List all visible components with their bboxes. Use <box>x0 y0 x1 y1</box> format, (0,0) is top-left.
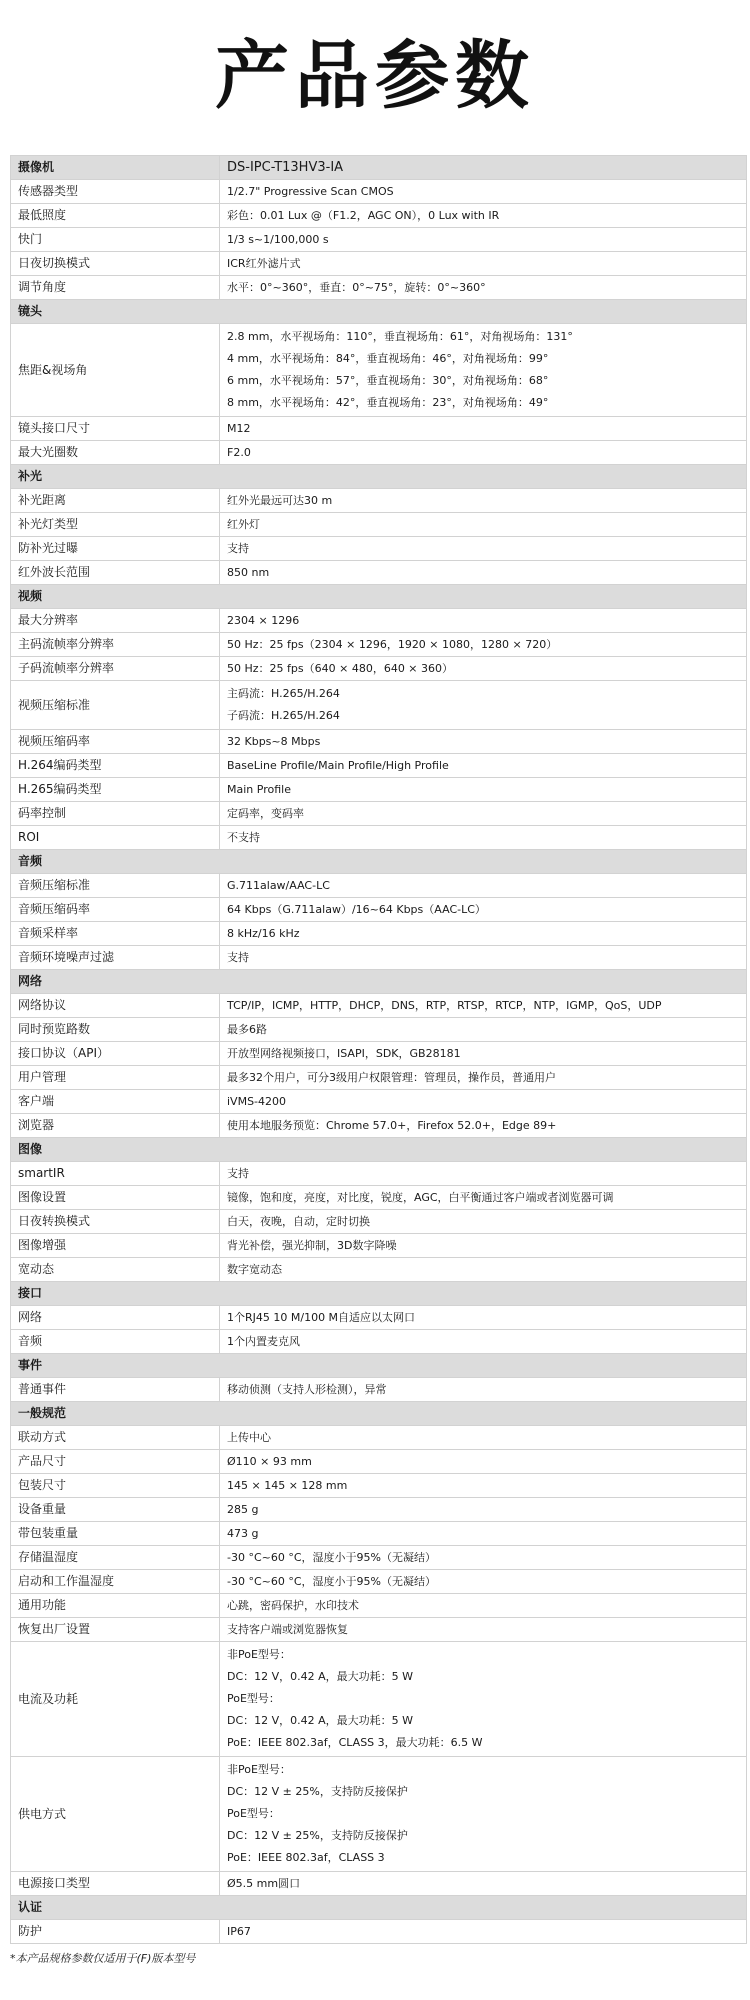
section-title: 认证 <box>11 1896 747 1920</box>
row-label: 补光灯类型 <box>11 513 220 537</box>
table-row <box>11 180 747 204</box>
row-label: 产品尺寸 <box>11 1450 220 1474</box>
row-label: 防护 <box>11 1920 220 1944</box>
table-row <box>11 1162 747 1186</box>
row-value <box>220 1757 747 1872</box>
section-title: 事件 <box>11 1354 747 1378</box>
section-title: 一般规范 <box>11 1402 747 1426</box>
row-label: 接口协议（API） <box>11 1042 220 1066</box>
row-value-line: DC：12 V，0.42 A，最大功耗：5 W <box>227 1670 414 1683</box>
header-model: DS-IPC-T13HV3-IA <box>220 156 747 180</box>
row-label: H.264编码类型 <box>11 754 220 778</box>
row-label: 音频环境噪声过滤 <box>11 946 220 970</box>
table-row <box>11 1018 747 1042</box>
row-label: 带包装重量 <box>11 1522 220 1546</box>
row-value-line: 4 mm，水平视场角：84°，垂直视场角：46°，对角视场角：99° <box>227 352 549 365</box>
section-header <box>11 585 747 609</box>
section-title: 视频 <box>11 585 747 609</box>
row-value <box>220 681 747 730</box>
row-value: 145 × 145 × 128 mm <box>220 1474 747 1498</box>
row-label: 调节角度 <box>11 276 220 300</box>
table-row <box>11 228 747 252</box>
row-value: 不支持 <box>220 826 747 850</box>
row-label: H.265编码类型 <box>11 778 220 802</box>
section-header <box>11 850 747 874</box>
row-label: 供电方式 <box>11 1757 220 1872</box>
row-value-line: DC：12 V，0.42 A，最大功耗：5 W <box>227 1714 414 1727</box>
row-value: BaseLine Profile/Main Profile/High Profile <box>220 754 747 778</box>
row-value: F2.0 <box>220 441 747 465</box>
table-row <box>11 1066 747 1090</box>
row-value: Ø5.5 mm圆口 <box>220 1872 747 1896</box>
row-label: 图像增强 <box>11 1234 220 1258</box>
row-value: 开放型网络视频接口，ISAPI，SDK，GB28181 <box>220 1042 747 1066</box>
row-value: 数字宽动态 <box>220 1258 747 1282</box>
row-label: 启动和工作温湿度 <box>11 1570 220 1594</box>
table-row <box>11 826 747 850</box>
row-label: 用户管理 <box>11 1066 220 1090</box>
table-row <box>11 681 747 730</box>
table-row <box>11 754 747 778</box>
row-value: 850 nm <box>220 561 747 585</box>
row-value: 285 g <box>220 1498 747 1522</box>
table-row <box>11 1306 747 1330</box>
row-value: iVMS-4200 <box>220 1090 747 1114</box>
row-value: 50 Hz：25 fps（640 × 480，640 × 360） <box>220 657 747 681</box>
row-value: 1个RJ45 10 M/100 M自适应以太网口 <box>220 1306 747 1330</box>
table-row <box>11 1210 747 1234</box>
row-value: -30 °C~60 °C，湿度小于95%（无凝结） <box>220 1570 747 1594</box>
section-title: 网络 <box>11 970 747 994</box>
section-header <box>11 465 747 489</box>
table-row <box>11 730 747 754</box>
row-label: 客户端 <box>11 1090 220 1114</box>
row-label: 红外波长范围 <box>11 561 220 585</box>
row-label: 视频压缩码率 <box>11 730 220 754</box>
row-label: 快门 <box>11 228 220 252</box>
row-label: 音频采样率 <box>11 922 220 946</box>
row-value-line: PoE型号： <box>227 1807 280 1820</box>
table-row <box>11 946 747 970</box>
section-header <box>11 1896 747 1920</box>
table-row <box>11 561 747 585</box>
table-row <box>11 609 747 633</box>
row-value: G.711alaw/AAC-LC <box>220 874 747 898</box>
row-value: 8 kHz/16 kHz <box>220 922 747 946</box>
table-row <box>11 537 747 561</box>
table-row <box>11 657 747 681</box>
row-value: 支持 <box>220 946 747 970</box>
table-row <box>11 1378 747 1402</box>
section-title: 图像 <box>11 1138 747 1162</box>
row-value: 支持 <box>220 1162 747 1186</box>
page-title: 产品参数 <box>215 33 535 119</box>
table-row <box>11 276 747 300</box>
table-row <box>11 1570 747 1594</box>
table-row <box>11 1546 747 1570</box>
row-value <box>220 324 747 417</box>
row-label: 音频压缩标准 <box>11 874 220 898</box>
row-value <box>220 1642 747 1757</box>
row-value: 彩色：0.01 Lux @（F1.2，AGC ON），0 Lux with IR <box>220 204 747 228</box>
row-value: 2304 × 1296 <box>220 609 747 633</box>
table-row <box>11 1642 747 1757</box>
row-value-line: 子码流：H.265/H.264 <box>227 709 340 722</box>
row-value: ICR红外滤片式 <box>220 252 747 276</box>
table-row <box>11 1330 747 1354</box>
row-label: 视频压缩标准 <box>11 681 220 730</box>
footnote: *本产品规格参数仅适用于(F)版本型号 <box>10 1952 196 1965</box>
row-value: 白天，夜晚，自动，定时切换 <box>220 1210 747 1234</box>
row-value: 64 Kbps（G.711alaw）/16~64 Kbps（AAC-LC） <box>220 898 747 922</box>
row-label: 音频压缩码率 <box>11 898 220 922</box>
row-label: ROI <box>11 826 220 850</box>
row-label: 网络 <box>11 1306 220 1330</box>
spec-table <box>10 155 747 1944</box>
table-row <box>11 1450 747 1474</box>
header-label: 摄像机 <box>11 156 220 180</box>
row-value: 上传中心 <box>220 1426 747 1450</box>
row-value: 红外光最远可达30 m <box>220 489 747 513</box>
table-row <box>11 1114 747 1138</box>
table-row <box>11 1757 747 1872</box>
row-value: IP67 <box>220 1920 747 1944</box>
row-value: 473 g <box>220 1522 747 1546</box>
row-value: 32 Kbps~8 Mbps <box>220 730 747 754</box>
table-row <box>11 898 747 922</box>
row-value: Ø110 × 93 mm <box>220 1450 747 1474</box>
table-row <box>11 1090 747 1114</box>
row-label: 存储温湿度 <box>11 1546 220 1570</box>
row-label: 浏览器 <box>11 1114 220 1138</box>
row-label: 最大光圈数 <box>11 441 220 465</box>
table-row <box>11 324 747 417</box>
row-value: 红外灯 <box>220 513 747 537</box>
row-value: 1/3 s~1/100,000 s <box>220 228 747 252</box>
table-row <box>11 1920 747 1944</box>
table-row <box>11 513 747 537</box>
row-value: 镜像，饱和度，亮度，对比度，锐度，AGC，白平衡通过客户端或者浏览器可调 <box>220 1186 747 1210</box>
table-row <box>11 1872 747 1896</box>
row-value-line: DC：12 V ± 25%，支持防反接保护 <box>227 1785 408 1798</box>
row-value-line: PoE：IEEE 802.3af，CLASS 3，最大功耗：6.5 W <box>227 1736 483 1749</box>
row-value-line: PoE：IEEE 802.3af，CLASS 3 <box>227 1851 385 1864</box>
table-row <box>11 1522 747 1546</box>
section-title: 接口 <box>11 1282 747 1306</box>
table-row <box>11 633 747 657</box>
table-row <box>11 1498 747 1522</box>
table-row <box>11 778 747 802</box>
row-value-line: 6 mm，水平视场角：57°，垂直视场角：30°，对角视场角：68° <box>227 374 549 387</box>
table-row <box>11 489 747 513</box>
table-row <box>11 441 747 465</box>
row-label: 最大分辨率 <box>11 609 220 633</box>
section-title: 补光 <box>11 465 747 489</box>
row-label: 最低照度 <box>11 204 220 228</box>
row-value: 支持客户端或浏览器恢复 <box>220 1618 747 1642</box>
row-label: 镜头接口尺寸 <box>11 417 220 441</box>
row-value-line: 2.8 mm，水平视场角：110°，垂直视场角：61°，对角视场角：131° <box>227 330 573 343</box>
row-value: 水平：0°~360°，垂直：0°~75°，旋转：0°~360° <box>220 276 747 300</box>
table-row <box>11 802 747 826</box>
section-header <box>11 1138 747 1162</box>
row-label: 子码流帧率分辨率 <box>11 657 220 681</box>
row-label: 包装尺寸 <box>11 1474 220 1498</box>
row-value: 支持 <box>220 537 747 561</box>
table-header-row <box>11 156 747 180</box>
row-value: 最多32个用户，可分3级用户权限管理：管理员，操作员，普通用户 <box>220 1066 747 1090</box>
table-row <box>11 252 747 276</box>
table-row <box>11 1258 747 1282</box>
row-label: 日夜切换模式 <box>11 252 220 276</box>
row-label: 图像设置 <box>11 1186 220 1210</box>
row-label: 设备重量 <box>11 1498 220 1522</box>
row-value: M12 <box>220 417 747 441</box>
row-label: 网络协议 <box>11 994 220 1018</box>
section-header <box>11 1282 747 1306</box>
row-label: 防补光过曝 <box>11 537 220 561</box>
row-value: TCP/IP，ICMP，HTTP，DHCP，DNS，RTP，RTSP，RTCP，NTP，IGMP，QoS，UDP <box>220 994 747 1018</box>
row-label: 电源接口类型 <box>11 1872 220 1896</box>
row-value-line: PoE型号： <box>227 1692 280 1705</box>
table-row <box>11 1186 747 1210</box>
row-label: 补光距离 <box>11 489 220 513</box>
row-label: 同时预览路数 <box>11 1018 220 1042</box>
row-label: smartIR <box>11 1162 220 1186</box>
section-header <box>11 970 747 994</box>
table-row <box>11 1618 747 1642</box>
table-row <box>11 1474 747 1498</box>
row-value: 移动侦测（支持人形检测），异常 <box>220 1378 747 1402</box>
table-row <box>11 1594 747 1618</box>
section-header <box>11 1354 747 1378</box>
row-label: 通用功能 <box>11 1594 220 1618</box>
table-row <box>11 204 747 228</box>
table-row <box>11 1234 747 1258</box>
table-row <box>11 994 747 1018</box>
row-value-line: 非PoE型号： <box>227 1763 291 1776</box>
row-value-line: 8 mm，水平视场角：42°，垂直视场角：23°，对角视场角：49° <box>227 396 549 409</box>
row-value: 心跳，密码保护，水印技术 <box>220 1594 747 1618</box>
section-header <box>11 300 747 324</box>
row-label: 音频 <box>11 1330 220 1354</box>
row-value: -30 °C~60 °C，湿度小于95%（无凝结） <box>220 1546 747 1570</box>
row-value: 最多6路 <box>220 1018 747 1042</box>
row-label: 日夜转换模式 <box>11 1210 220 1234</box>
table-row <box>11 417 747 441</box>
section-title: 音频 <box>11 850 747 874</box>
row-label: 恢复出厂设置 <box>11 1618 220 1642</box>
row-label: 普通事件 <box>11 1378 220 1402</box>
row-value-line: DC：12 V ± 25%，支持防反接保护 <box>227 1829 408 1842</box>
row-value: 使用本地服务预览：Chrome 57.0+，Firefox 52.0+，Edge 89+ <box>220 1114 747 1138</box>
row-value: 1个内置麦克风 <box>220 1330 747 1354</box>
row-label: 码率控制 <box>11 802 220 826</box>
section-header <box>11 1402 747 1426</box>
row-label: 联动方式 <box>11 1426 220 1450</box>
row-value-line: 非PoE型号： <box>227 1648 291 1661</box>
table-row <box>11 874 747 898</box>
row-label: 电流及功耗 <box>11 1642 220 1757</box>
row-label: 传感器类型 <box>11 180 220 204</box>
row-value: Main Profile <box>220 778 747 802</box>
row-value: 背光补偿，强光抑制，3D数字降噪 <box>220 1234 747 1258</box>
table-row <box>11 922 747 946</box>
row-value-line: 主码流：H.265/H.264 <box>227 687 340 700</box>
row-value: 1/2.7" Progressive Scan CMOS <box>220 180 747 204</box>
section-title: 镜头 <box>11 300 747 324</box>
row-label: 焦距&视场角 <box>11 324 220 417</box>
row-value: 定码率，变码率 <box>220 802 747 826</box>
table-row <box>11 1426 747 1450</box>
row-value: 50 Hz：25 fps（2304 × 1296，1920 × 1080，1280 × 720） <box>220 633 747 657</box>
table-row <box>11 1042 747 1066</box>
row-label: 主码流帧率分辨率 <box>11 633 220 657</box>
row-label: 宽动态 <box>11 1258 220 1282</box>
